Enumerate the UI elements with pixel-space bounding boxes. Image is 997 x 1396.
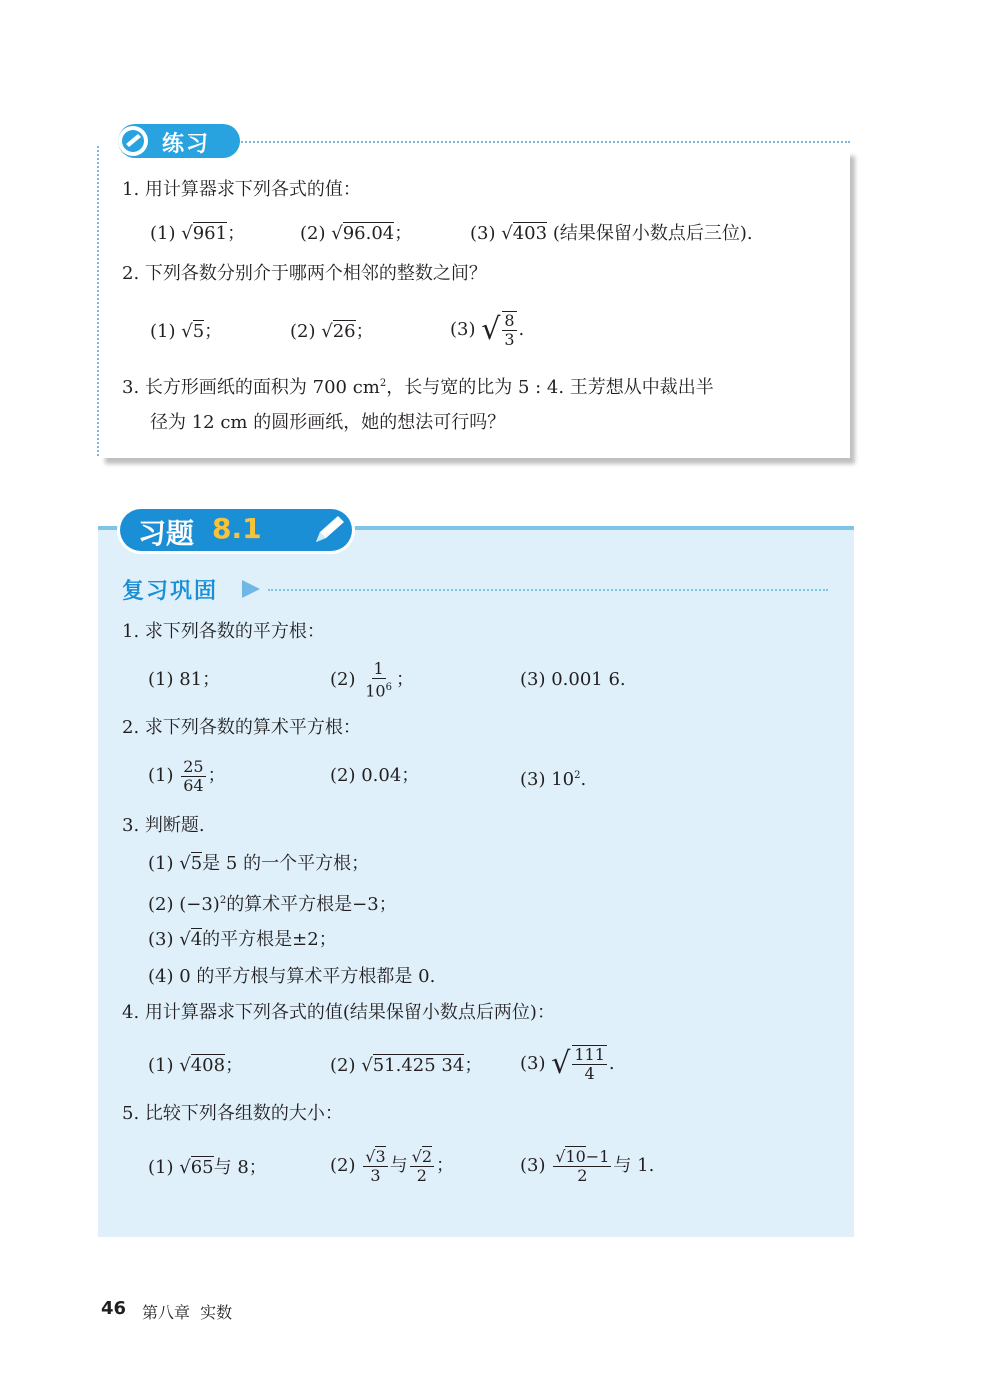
pencil-icon — [308, 512, 348, 548]
ex-q3-part-b: (2) $(-3)^2$的算术平方根是−3； — [148, 894, 397, 915]
fraction: $\frac{1}{10^6}$ — [365, 658, 392, 701]
exercise-tab-number: 8.1 — [212, 512, 262, 545]
section-divider — [268, 589, 828, 591]
ex-q5-prompt: 5. 比较下列各组数的大小： — [122, 1103, 343, 1124]
ex-q1-part-b: (2) $\frac{1}{10^6}$ ； — [330, 658, 414, 701]
practice-q2-part-c: (3) √ $\frac{8}{3}$ . — [450, 311, 525, 349]
ex-q3-part-d: (4) 0 的平方根与算术平方根都是 0. — [148, 966, 436, 987]
practice-q1-part-c: (3) √403 (结果保留小数点后三位). — [470, 223, 753, 244]
exercise-tab-title: 习题 — [138, 517, 195, 550]
practice-q1-parts: (1) √961； — [150, 223, 246, 244]
ex-q2-part-b: (2) 0.04； — [330, 765, 420, 786]
ex-q4-part-c: (3) √ $\frac{111}{4}$ . — [520, 1045, 615, 1083]
ex-q1-part-a: (1) 81； — [148, 669, 221, 690]
fraction: $\frac{√3}{3}$ — [365, 1146, 386, 1185]
ex-q3-part-a: (1) √5是 5 的一个平方根； — [148, 853, 370, 874]
ex-q4-part-b: (2) √51.425 34； — [330, 1055, 483, 1076]
part-label: (1) — [150, 223, 176, 244]
ex-q4-prompt: 4. 用计算器求下列各式的值(结果保留小数点后两位)： — [122, 1002, 555, 1023]
fraction: $\frac{25}{64}$ — [183, 756, 204, 795]
practice-tab-label: 练习 — [162, 132, 211, 157]
practice-q3-line2: 径为 12 cm 的圆形画纸，她的想法可行吗？ — [150, 412, 506, 433]
sqrt-expression: √96.04 — [331, 223, 395, 244]
practice-q2-part-a: (1) √5； — [150, 321, 223, 342]
fraction: $\frac{√2}{2}$ — [411, 1146, 433, 1185]
fraction: $\frac{8}{3}$ — [504, 311, 515, 349]
practice-q1-prompt: 1. 用计算器求下列各式的值： — [122, 179, 361, 200]
ex-q2-prompt: 2. 求下列各数的算术平方根： — [122, 717, 361, 738]
sqrt-expression: √403 — [501, 223, 548, 244]
page-number: 46 — [101, 1298, 127, 1319]
sqrt-expression: √961 — [181, 223, 228, 244]
practice-q1-part-b: (2) √96.04； — [300, 223, 413, 244]
ex-q1-prompt: 1. 求下列各数的平方根： — [122, 621, 325, 642]
ex-q2-part-a: (1) $\frac{25}{64}$ ； — [148, 756, 226, 795]
fraction: $\frac{√10-1}{2}$ — [555, 1146, 610, 1185]
section-heading: 复习巩固 — [122, 579, 219, 604]
ex-q5-part-c: (3) $\frac{√10-1}{2}$ 与 1. — [520, 1146, 655, 1185]
practice-q3-line1: 3. 长方形画纸的面积为 700 $cm^2$，长与宽的比为 5 : 4. 王芳想从中裁出半 — [122, 377, 714, 398]
practice-border-top — [238, 141, 850, 143]
ex-q1-part-c: (3) 0.001 6. — [520, 669, 626, 690]
ex-q5-part-a: (1) √65与 8； — [148, 1157, 267, 1178]
practice-q2-prompt: 2. 下列各数分别介于哪两个相邻的整数之间？ — [122, 263, 487, 284]
ex-q3-part-c: (3) √4的平方根是±2； — [148, 929, 337, 950]
practice-pencil-icon — [116, 124, 156, 158]
ex-q4-part-a: (1) √408； — [148, 1055, 244, 1076]
ex-q3-prompt: 3. 判断题. — [122, 815, 205, 836]
practice-q2-part-b: (2) √26； — [290, 321, 374, 342]
triangle-arrow-icon — [240, 578, 262, 600]
ex-q2-part-c: (3) $10^2$. — [520, 769, 587, 790]
practice-border-left — [97, 146, 99, 456]
ex-q5-part-b: (2) $\frac{√3}{3}$ 与 $\frac{√2}{2}$ ； — [330, 1146, 455, 1185]
chapter-title: 第八章 实数 — [142, 1303, 233, 1322]
fraction: $\frac{111}{4}$ — [574, 1045, 605, 1083]
